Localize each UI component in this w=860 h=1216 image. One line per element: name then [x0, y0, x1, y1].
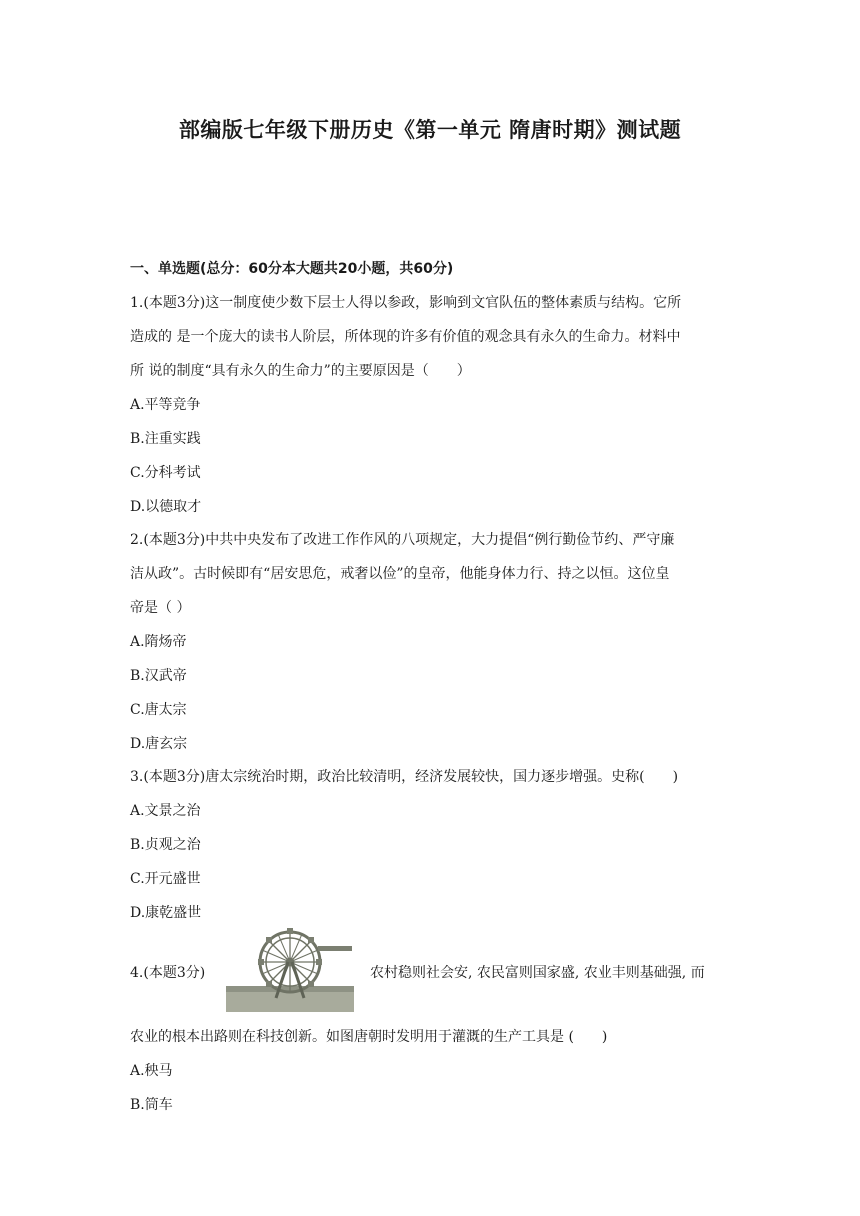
- question-4-option-a: A.秧马: [130, 1063, 173, 1079]
- question-3-option-b: B.贞观之治: [130, 837, 201, 853]
- question-1-option-b: B.注重实践: [130, 431, 201, 447]
- question-2-option-c: C.唐太宗: [130, 702, 187, 718]
- question-2-option-d: D.唐玄宗: [130, 736, 188, 752]
- waterwheel-image: [226, 926, 354, 1012]
- question-2-line-3: 帝是（ ）: [130, 600, 191, 616]
- question-2-option-a: A.隋炀帝: [130, 634, 187, 650]
- question-1-option-a: A.平等竞争: [130, 397, 201, 413]
- question-3-option-c: C.开元盛世: [130, 871, 201, 887]
- section-heading: 一、单选题(总分：60分本大题共20小题，共60分): [130, 261, 454, 277]
- question-1-line-1: 1.(本题3分)这一制度使少数下层士人得以参政，影响到文官队伍的整体素质与结构。它所: [130, 295, 682, 311]
- question-1-option-c: C.分科考试: [130, 465, 201, 481]
- question-1-line-3: 所 说的制度“具有永久的生命力”的主要原因是（ ）: [130, 363, 471, 379]
- question-1-line-2: 造成的 是一个庞大的读书人阶层，所体现的许多有价值的观念具有永久的生命力。材料中: [130, 329, 681, 345]
- question-3-line-1: 3.(本题3分)唐太宗统治时期，政治比较清明，经济发展较快，国力逐步增强。史称( ): [130, 769, 679, 785]
- question-3-option-a: A.文景之治: [130, 803, 201, 819]
- question-2-line-2: 洁从政”。古时候即有“居安思危，戒奢以俭”的皇帝，他能身体力行、持之以恒。这位皇: [130, 566, 670, 582]
- question-2-option-b: B.汉武帝: [130, 668, 187, 684]
- question-4-option-b: B.筒车: [130, 1097, 173, 1113]
- document-title: 部编版七年级下册历史《第一单元 隋唐时期》测试题: [178, 118, 682, 142]
- question-3-option-d: D.康乾盛世: [130, 905, 202, 921]
- question-4-text-after-image: 农村稳则社会安, 农民富则国家盛, 农业丰则基础强, 而: [370, 965, 705, 981]
- question-2-line-1: 2.(本题3分)中共中央发布了改进工作作风的八项规定，大力提倡“例行勤俭节约、严守廉: [130, 532, 675, 548]
- question-1-option-d: D.以德取才: [130, 499, 202, 515]
- question-4-prefix: 4.(本题3分): [130, 965, 206, 981]
- question-4-line-2: 农业的根本出路则在科技创新。如图唐朝时发明用于灌溉的生产工具是 ( ): [130, 1029, 608, 1045]
